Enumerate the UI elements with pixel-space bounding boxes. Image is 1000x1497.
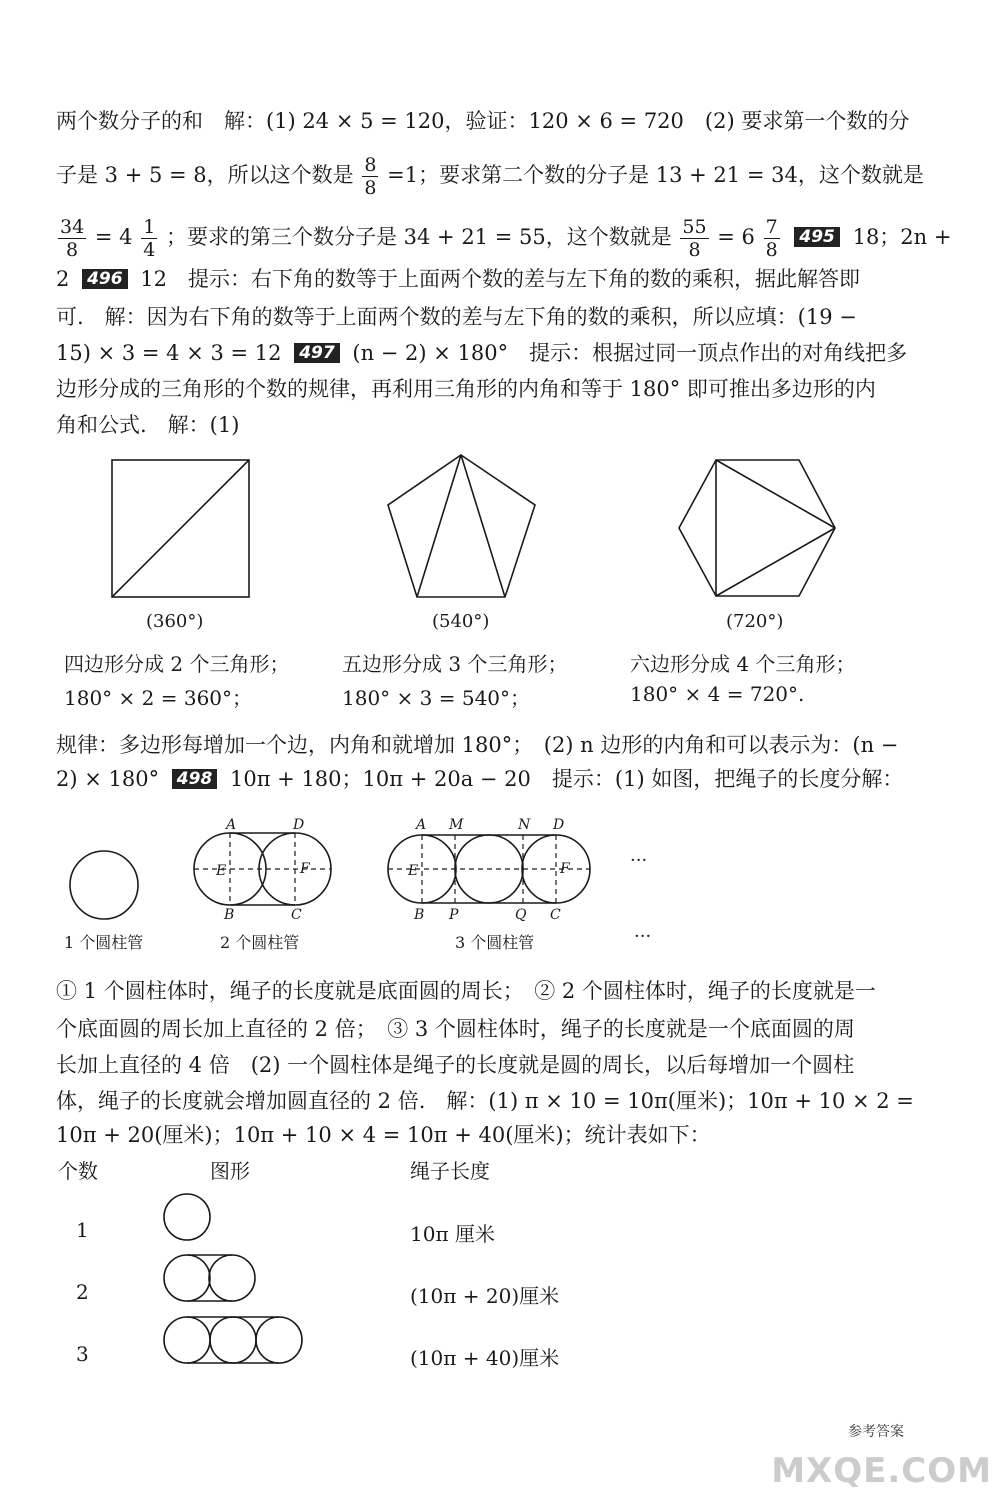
table-cell-count: 2 xyxy=(76,1280,89,1304)
angle-caption: (360°) xyxy=(146,611,204,632)
tube-caption: 3 个圆柱管 xyxy=(455,933,535,952)
text-line: 角和公式. 解：(1) xyxy=(56,413,240,437)
circle xyxy=(164,1255,210,1301)
point-label: C xyxy=(550,907,561,923)
fraction: $\frac{1}{4}$ xyxy=(143,216,156,261)
polygon-formula: 180° × 2 = 360°； xyxy=(64,686,253,710)
watermark: MXQE.COM xyxy=(771,1451,992,1491)
problem-badge: 497 xyxy=(294,343,340,363)
point-label: A xyxy=(416,817,427,833)
text-line: 规律：多边形每增加一个边，内角和就增加 180°； (2) n 边形的内角和可以表示为：(n − xyxy=(56,733,899,757)
table-cell-length: (10π + 20)厘米 xyxy=(410,1284,560,1308)
polygon-desc: 六边形分成 4 个三角形； xyxy=(630,652,856,676)
text-seg: =1；要求第二个数的分子是 13 + 21 = 34，这个数就是 xyxy=(387,163,924,187)
table-cell-count: 1 xyxy=(76,1218,89,1242)
text-line xyxy=(56,764,903,794)
text-line xyxy=(56,154,924,199)
point-label: E xyxy=(408,863,419,879)
text-seg: 2 xyxy=(56,267,70,291)
footer-label: 参考答案 xyxy=(848,1424,904,1440)
text-seg: 子是 3 + 5 = 8，所以这个数是 xyxy=(56,163,354,187)
table-cell-count: 3 xyxy=(76,1342,89,1366)
text-line xyxy=(56,338,907,368)
polygon-figures xyxy=(0,450,1000,610)
table-header: 图形 xyxy=(210,1159,250,1183)
text-line: ① 1 个圆柱体时，绳子的长度就是底面圆的周长； ② 2 个圆柱体时，绳子的长度就是一 xyxy=(56,979,876,1003)
polygon-formula: 180° × 4 = 720°. xyxy=(630,682,805,706)
point-label: C xyxy=(291,907,302,923)
point-label: B xyxy=(414,907,425,923)
tube-caption: 1 个圆柱管 xyxy=(64,933,144,952)
table-header: 个数 xyxy=(58,1159,98,1183)
text-seg: = 6 xyxy=(717,225,755,249)
problem-badge: 495 xyxy=(794,227,840,247)
text-line: 体，绳子的长度就会增加圆直径的 2 倍. 解：(1) π × 10 = 10π(厘米)；10π + 10 × 2 = xyxy=(56,1089,914,1113)
text-line: 可. 解：因为右下角的数等于上面两个数的差与左下角的数的乘积，所以应填：(19 − xyxy=(56,305,857,329)
text-line xyxy=(56,264,860,294)
circle xyxy=(209,1255,255,1301)
diagonal-line xyxy=(417,455,461,597)
text-line: 长加上直径的 4 倍 (2) 一个圆柱体是绳子的长度就是圆的周长，以后每增加一个圆柱 xyxy=(56,1053,855,1077)
hexagon-shape xyxy=(679,460,835,596)
point-label: D xyxy=(553,817,565,833)
problem-badge: 498 xyxy=(172,769,218,789)
fraction: $\frac{7}{8}$ xyxy=(765,216,778,261)
polygon-formula: 180° × 3 = 540°； xyxy=(342,686,531,710)
fraction: $\frac{55}{8}$ xyxy=(682,216,707,261)
text-seg: = 4 xyxy=(94,225,133,249)
text-line: 个底面圆的周长加上直径的 2 倍； ③ 3 个圆柱体时，绳子的长度就是一个底面圆的周 xyxy=(56,1017,855,1041)
polygon-desc: 五边形分成 3 个三角形； xyxy=(342,652,568,676)
point-label: N xyxy=(518,817,531,833)
text-seg: 15) × 3 = 4 × 3 = 12 xyxy=(56,341,282,365)
tube-caption: 2 个圆柱管 xyxy=(220,933,300,952)
text-line: 10π + 20(厘米)；10π + 10 × 4 = 10π + 40(厘米)；统计表如下： xyxy=(56,1123,711,1147)
point-label: E xyxy=(216,863,227,879)
point-label: A xyxy=(226,817,237,833)
circle xyxy=(164,1317,210,1363)
problem-badge: 496 xyxy=(82,269,128,289)
single-circle xyxy=(70,851,138,919)
diagonal-line xyxy=(461,455,505,597)
point-label: P xyxy=(449,907,459,923)
table-figures xyxy=(150,1190,320,1380)
table-header: 绳子长度 xyxy=(410,1159,490,1183)
fraction: $\frac{34}{8}$ xyxy=(60,216,85,261)
diagonal-line xyxy=(112,460,249,597)
angle-caption: (720°) xyxy=(726,611,784,632)
fraction: $\frac{8}{8}$ xyxy=(364,154,377,199)
text-seg: (n − 2) × 180° 提示：根据过同一顶点作出的对角线把多 xyxy=(352,341,908,365)
ellipsis: ··· xyxy=(630,850,648,871)
table-cell-length: (10π + 40)厘米 xyxy=(410,1346,560,1370)
text-line: 两个数分子的和 解：(1) 24 × 5 = 120，验证：120 × 6 = 720 (2) 要求第一个数的分 xyxy=(56,109,910,133)
ellipsis: ··· xyxy=(634,926,652,947)
text-seg: 18；2n + xyxy=(852,225,952,249)
text-seg: 12 提示：右下角的数等于上面两个数的差与左下角的数的乘积，据此解答即 xyxy=(140,267,860,291)
text-line xyxy=(56,216,951,261)
pentagon-shape xyxy=(388,455,535,597)
text-seg: 10π + 180；10π + 20a − 20 提示：(1) 如图，把绳子的长度分解： xyxy=(229,767,904,791)
circle xyxy=(210,1317,256,1363)
text-seg: 2) × 180° xyxy=(56,767,160,791)
table-cell-length: 10π 厘米 xyxy=(410,1222,495,1246)
circle xyxy=(164,1194,210,1240)
text-line: 边形分成的三角形的个数的规律，再利用三角形的内角和等于 180° 即可推出多边形的内 xyxy=(56,377,876,401)
tube-diagrams xyxy=(0,815,1000,925)
point-label: B xyxy=(224,907,235,923)
polygon-desc: 四边形分成 2 个三角形； xyxy=(64,652,290,676)
angle-caption: (540°) xyxy=(432,611,490,632)
circle xyxy=(256,1317,302,1363)
point-label: M xyxy=(449,817,464,833)
text-seg: ；要求的第三个数分子是 34 + 21 = 55，这个数就是 xyxy=(165,225,672,249)
point-label: D xyxy=(293,817,305,833)
point-label: F xyxy=(560,861,570,877)
point-label: Q xyxy=(515,907,527,923)
point-label: F xyxy=(300,861,310,877)
